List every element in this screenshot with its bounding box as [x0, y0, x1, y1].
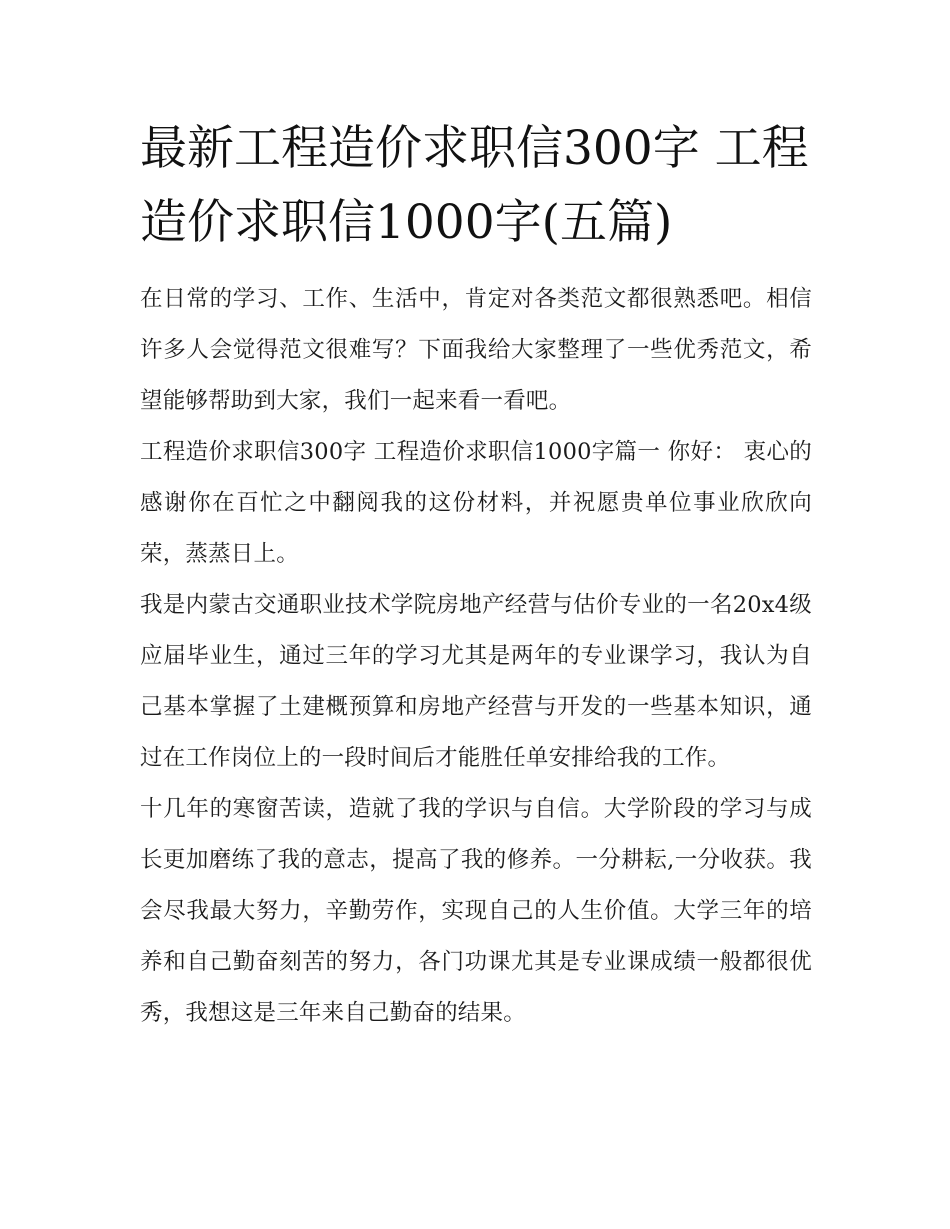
paragraph-greeting: 工程造价求职信300字 工程造价求职信1000字篇一 你好： 衷心的感谢你在百忙之中翻阅我的这份材料，并祝愿贵单位事业欣欣向荣，蒸蒸日上。: [140, 439, 812, 567]
document-title: 最新工程造价求职信300字 工程造价求职信1000字(五篇): [140, 121, 809, 250]
paragraph-background: 我是内蒙古交通职业技术学院房地产经营与估价专业的一名20x4级应届毕业生，通过三年的学习尤其是两年的专业课学习，我认为自己基本掌握了土建概预算和房地产经营与开发的一些基本知识，通过在工作岗位上的一段时间后才能胜任单安排给我的工作。: [140, 592, 812, 771]
document-body: [140, 112, 812, 1039]
paragraph-intro: 在日常的学习、工作、生活中，肯定对各类范文都很熟悉吧。相信许多人会觉得范文很难写？下面我给大家整理了一些优秀范文，希望能够帮助到大家，我们一起来看一看吧。: [140, 286, 812, 414]
paragraph-study: 十几年的寒窗苦读，造就了我的学识与自信。大学阶段的学习与成长更加磨练了我的意志，提高了我的修养。一分耕耘,一分收获。我会尽我最大努力，辛勤劳作，实现自己的人生价值。大学三年的培养和自己勤奋刻苦的努力，各门功课尤其是专业课成绩一般都很优秀，我想这是三年来自己勤奋的结果。: [140, 796, 812, 1026]
